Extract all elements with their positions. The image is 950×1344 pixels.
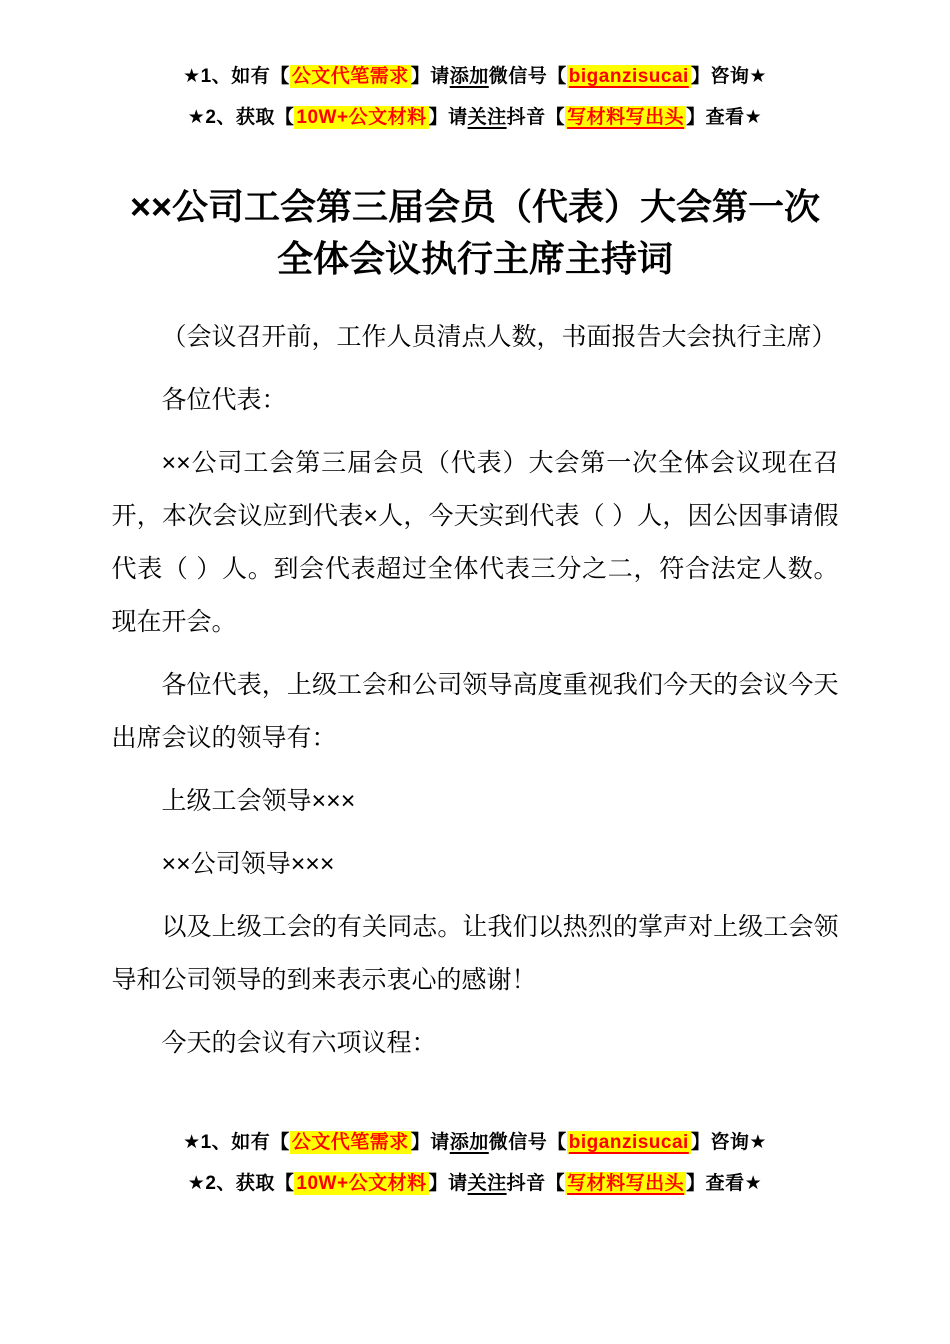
paragraph-agenda-intro: 今天的会议有六项议程： [161,1029,437,1057]
promo-footer [0,1128,950,1199]
promo-wechat-id: biganzisucai [568,1132,689,1153]
document-body [112,311,839,1070]
paragraph-leader-union: 上级工会领导××× [161,787,356,815]
promo-suffix: 】查看★ [686,1173,763,1194]
promo-connector: 微信号【 [488,66,567,87]
promo-douyin-name: 写材料写出头 [567,107,685,128]
paragraph-thanks: 以及上级工会的有关同志。让我们以热烈的掌声对上级工会领导和公司领导的到来表示衷心的感谢！ [111,913,839,994]
promo-highlight-materials: 10W+公文材料 [296,1173,427,1194]
promo-action-add: 添加 [449,66,489,87]
paragraph-leader-company: ××公司领导××× [161,850,335,878]
title-line-2: 全体会议执行主席主持词 [276,238,673,279]
promo-line-2 [0,1169,950,1199]
promo-line-2 [0,103,950,133]
promo-wechat-id: biganzisucai [568,66,689,87]
promo-highlight-service: 公文代笔需求 [291,66,409,87]
promo-suffix: 】咨询★ [690,66,767,87]
paragraph-salutation: 各位代表： [161,386,287,414]
promo-connector: 】请 [410,66,450,87]
promo-douyin-name: 写材料写出头 [567,1173,685,1194]
promo-connector: 】请 [428,107,468,128]
promo-connector: 】请 [428,1173,468,1194]
promo-line-1 [0,1128,950,1158]
promo-connector: 抖音【 [506,1173,566,1194]
title-line-1: ××公司工会第三届会员（代表）大会第一次 [129,186,821,227]
paragraph-leaders-intro: 各位代表，上级工会和公司领导高度重视我们今天的会议今天出席会议的领导有： [111,671,839,752]
paragraph-attendance: ××公司工会第三届会员（代表）大会第一次全体会议现在召开，本次会议应到代表×人，今天实到代表（ ）人，因公因事请假代表（ ）人。到会代表超过全体代表三分之二，符合法定人数。现在开会。 [111,449,839,636]
promo-action-add: 添加 [449,1132,489,1153]
promo-prefix: ★1、如有【 [183,1132,290,1153]
promo-connector: 微信号【 [488,1132,567,1153]
document-title [75,181,875,285]
promo-action-follow: 关注 [467,107,507,128]
promo-connector: 抖音【 [506,107,566,128]
promo-connector: 】请 [410,1132,450,1153]
promo-line-1 [0,62,950,92]
promo-header [0,62,950,133]
promo-prefix: ★2、获取【 [187,107,295,128]
promo-action-follow: 关注 [467,1173,507,1194]
promo-suffix: 】咨询★ [690,1132,767,1153]
promo-highlight-materials: 10W+公文材料 [296,107,427,128]
promo-suffix: 】查看★ [686,107,763,128]
promo-highlight-service: 公文代笔需求 [291,1132,409,1153]
promo-prefix: ★1、如有【 [183,66,290,87]
paragraph-opening-note: （会议召开前，工作人员清点人数，书面报告大会执行主席） [161,323,837,351]
promo-prefix: ★2、获取【 [187,1173,295,1194]
